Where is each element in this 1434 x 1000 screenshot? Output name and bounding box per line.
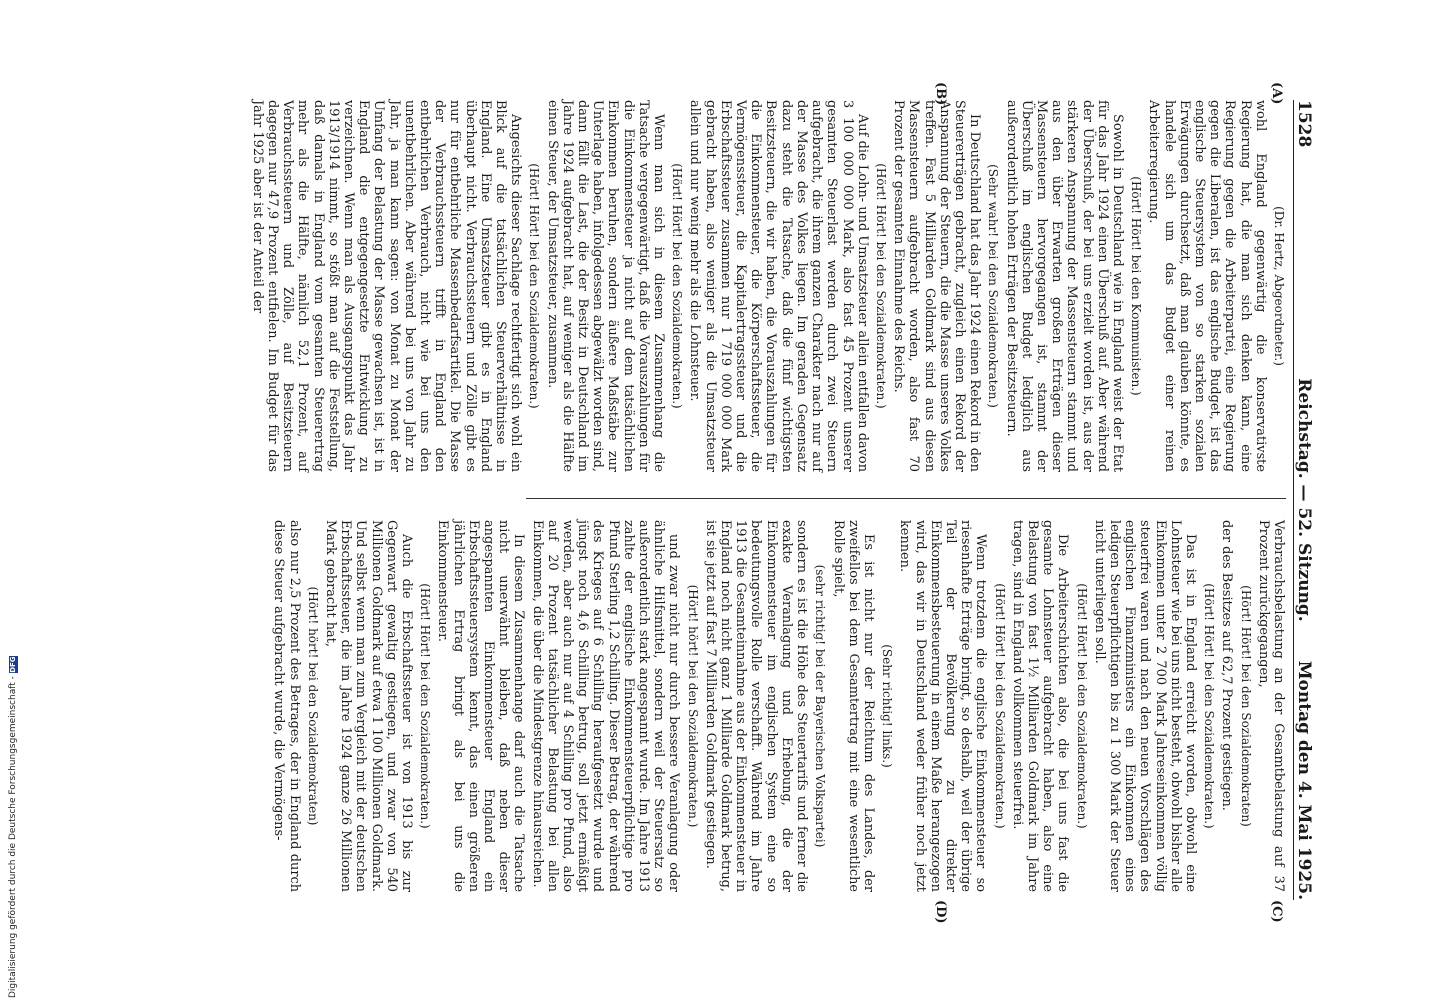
paragraph: wohl England gegenwärtig die konservativste Regierung hat, die man sich denken kann, eine Regierung gegen die Arbeiterpartei, eine Regierung gegen die Liberalen, ist das englische Budget, ist das englische Steuersystem von so starken sozialen Erwägungen durchsetzt, daß man glauben könnte, es handele sich um das Budget einer reinen Arbeiterregierung. xyxy=(1146,100,1268,472)
digitization-credit xyxy=(8,656,18,998)
paragraph: der des Besitzes auf 62,7 Prozent gestiegen. xyxy=(1219,520,1235,811)
interjection: (Hört! Hört! bei den Sozialdemokraten.) xyxy=(873,163,888,409)
margin-mark-d: (D) xyxy=(933,900,948,924)
header-date: Montag den 4. Mai 1925. xyxy=(1294,660,1314,900)
interjection: (Hört! Hört! bei den Sozialdemokraten.) xyxy=(418,583,433,829)
interjection: (Hört! hört! bei den Sozialdemokraten.) xyxy=(685,584,700,828)
paragraph: Es ist nicht nur der Reichtum des Landes, der zweifellos bei dem Gesamtertrag mit eine wesentliche Rolle spielt, xyxy=(830,520,876,892)
interjection: (Hört! Hört! bei den Sozialdemokraten.) xyxy=(992,583,1007,829)
paragraph: und zwar nicht nur durch bessere Veranlagung oder ähnliche Hilfsmittel, sondern weil der Steuersatz so außerordentlich stark angespannt wurde. Im Jahre 1913 zahlte der englische Einkommensteuerpflichtige pro Pfund Sterling 1,2 Schilling. Dieser Betrag, der während des Krieges auf 6 Schilling heraufgesetzt wurde und jüngst noch 4,6 Schilling betrug, soll jetzt ermäßigt werden, aber auch nur auf 4 Schilling pro Pfund, also auf 20 Prozent tatsächlicher Belastung bei allen Einkommen, die über die Mindestgrenze hinausreichen. xyxy=(529,520,682,892)
interjection: (Hört! Hört! bei den Sozialdemokraten.) xyxy=(670,163,685,409)
paragraph: In diesem Zusammenhange darf auch die Tatsache nicht unerwähnt bleiben, daß neben dieser angespannten Einkommensteuer England ein Erbschaftssteuersystem kennt, das einen größeren jährlichen Ertrag bringt als bei uns die Einkommensteuer. xyxy=(435,520,527,892)
paragraph: Auch die Erbschaftssteuer ist von 1913 bis zur Gegenwart gewaltig gestiegen, und zwar von 540 Millionen Goldmark auf etwa 1 100 Millionen Goldmark. Und selbst wenn man zum Vergleich mit der deutschen Erbschaftssteuer, die im Jahre 1924 ganze 26 Millionen Mark gebracht hat, xyxy=(323,520,415,892)
column-divider xyxy=(526,498,1286,499)
margin-mark-b: (B) xyxy=(933,82,948,106)
header-title: Reichstag. — 52. Sitzung. xyxy=(1294,378,1314,622)
paragraph: Die Arbeiterschichten also, die bei uns fast die gesamte Lohnsteuer aufgebracht haben, also eine Belastung von fast 1½ Milliarden Goldmark im Jahre tragen, sind in England vollkommen steuerfrei. xyxy=(1009,520,1071,892)
page-header xyxy=(1293,100,1320,900)
interjection: (Dr. Hertz, Abgeordneter.) xyxy=(1272,206,1286,366)
interjection: (Hört! hört! bei den Sozialdemokraten) xyxy=(305,586,320,826)
paragraph: also nur 2,5 Prozent des Betrages, der in England durch diese Steuer aufgebracht wurde, die Vermögens- xyxy=(271,520,302,892)
paragraph: Verbrauchsbelastung an der Gesamtbelastung auf 37 Prozent zurückgegangen, xyxy=(1255,520,1286,892)
interjection: (Hört! Hört! bei den Sozialdemokraten.) xyxy=(527,163,542,409)
rotated-newspaper-page xyxy=(130,82,1320,924)
right-text-column xyxy=(268,520,1286,892)
interjection: (Hört! Hört! bei den Kommunisten.) xyxy=(1129,176,1144,396)
interjection: (Sehr wahr! bei den Sozialdemokraten.) xyxy=(986,164,1001,408)
paragraph: sondern es ist die Höhe des Steuertarifs und ferner die exakte Veranlagung und Erhebung, die der Einkommensteuer im englischen System eine so bedeutungsvolle Rolle verschafft. Während im Jahre 1913 die Gesamteinnahme aus der Einkommensteuer in England noch nicht ganz 1 Milliarde Goldmark betrug, ist sie jetzt auf fast 7 Milliarden Goldmark gestiegen. xyxy=(702,520,810,892)
interjection: (Hört! Hört! bei den Sozialdemokraten) xyxy=(1238,585,1253,827)
paragraph: Sowohl in Deutschland wie in England weist der Etat für das Jahr 1924 einen Überschuß auf. Aber während der Überschuß, der bei uns erzielt worden ist, aus der stärkeren Anspannung der Massensteuern stammt und aus den über Erwarten großen Erträgen dieser Massensteuern hervorgegangen ist, stammt der Überschuß im englischen Budget lediglich aus außerordentlich hohen Erträgen der Besitzsteuern. xyxy=(1003,100,1125,472)
paragraph: In Deutschland hat das Jahr 1924 einen Rekord in den Steuererträgen gebracht, zugleich einen Rekord der Anspannung der Steuern, die die Masse unseres Volkes treffen. Fast 5 Milliarden Goldmark sind aus diesen Massensteuern aufgebracht worden, also fast 70 Prozent der gesamten Einnahme des Reichs. xyxy=(891,100,983,472)
interjection: (sehr richtig! bei der Bayerischen Volkspartei) xyxy=(813,564,828,848)
interjection: (Hört! Hört! bei den Sozialdemokraten.) xyxy=(1202,583,1217,829)
interjection: (Sehr richtig! links.) xyxy=(880,644,895,768)
left-text-column xyxy=(247,100,1286,472)
interjection: (Hört! Hört! bei den Sozialdemokraten.) xyxy=(1074,583,1089,829)
page-number: 1528 xyxy=(1294,100,1314,148)
margin-mark-c: (C) xyxy=(1269,900,1284,923)
paragraph: Das ist in England erreicht worden, obwohl eine Lohnsteuer wie bei uns nicht besteht, obwohl bisher alle Einkommen unter 2 700 Mark Jahreseinkommen völlig steuerfrei waren und nach den neuen Vorschlägen des englischen Finanzministers ein Einkommen eines ledigen Steuerpflichtigen bis zu 1 300 Mark der Steuer nicht unterliegen soll. xyxy=(1091,520,1198,892)
credit-text: Digitalisierung gefördert durch die Deutsche Forschungsgemeinschaft - xyxy=(8,676,18,998)
paragraph: Angesichts dieser Sachlage rechtfertigt sich wohl ein Blick auf die tatsächlichen Steuerverhältnisse in England. Eine Umsatzsteuer gibt es in England überhaupt nicht. Verbrauchssteuern und Zölle gibt es nur für entbehrliche Massenbedarfsartikel. Die Masse der Verbrauchssteuern trifft in England den entbehrlichen Verbrauch, nicht wie bei uns den unentbehrlichen. Aber während bei uns von Jahr zu Jahr, ja man kann sagen: von Monat zu Monat der Umfang der Belastung der Masse gewachsen ist, ist in England die entgegengesetzte Entwicklung zu verzeichnen. Wenn man als Ausgangspunkt das Jahr 1913/1914 nimmt, so stößt man auf die Feststellung, daß damals in England vom gesamten Steuerertrag mehr als die Hälfte, nämlich 52,1 Prozent, auf Verbrauchssteuern und Zölle, auf Besitzsteuern dagegen nur 47,9 Prozent entfielen. Im Budget für das Jahr 1925 aber ist der Anteil der xyxy=(249,100,524,472)
dfg-logo: DFG xyxy=(8,656,17,673)
paragraph: Auf die Lohn- und Umsatzsteuer allein entfallen davon 3 100 000 000 Mark, also fast 45 Prozent unserer gesamten Steuerlast werden durch zwei Steuern aufgebracht, die ihrem ganzen Charakter nach nur auf der Masse des Volkes liegen. Im geraden Gegensatz dazu steht die Tatsache, daß die fünf wichtigsten Besitzsteuern, die wir haben, die Vorauszahlungen für die Einkommensteuer, die Körperschaftssteuer, die Vermögenssteuer, die Kapitalertragssteuer und die Erbschaftssteuer zusammen nur 1 719 000 000 Mark gebracht haben, also weniger als die Umsatzsteuer allein und nur wenig mehr als die Lohnsteuer. xyxy=(687,100,870,472)
paragraph: Wenn man sich in diesem Zusammenhang die Tatsache vergegenwärtigt, daß die Vorauszahlungen für die Einkommensteuer ja nicht auf dem tatsächlichen Einkommen beruhen, sondern äußere Maßstäbe zur Unterlage haben, infolgedessen abgewälzt worden sind, dann fällt die Last, die der Besitz in Deutschland im Jahre 1924 aufgebracht hat, auf weniger als die Hälfte einen Steuer, der Umsatzsteuer, zusammen. xyxy=(544,100,667,472)
margin-mark-a: (A) xyxy=(1269,82,1284,105)
paragraph: Wenn trotzdem die englische Einkommensteuer so riesenhafte Erträge bringt, so deshalb, weil der übrige Teil der Bevölkerung zu direkter Einkommensbesteuerung in einem Maße herangezogen wird, das wir in Deutschland weder früher noch jetzt kennen. xyxy=(897,520,989,892)
